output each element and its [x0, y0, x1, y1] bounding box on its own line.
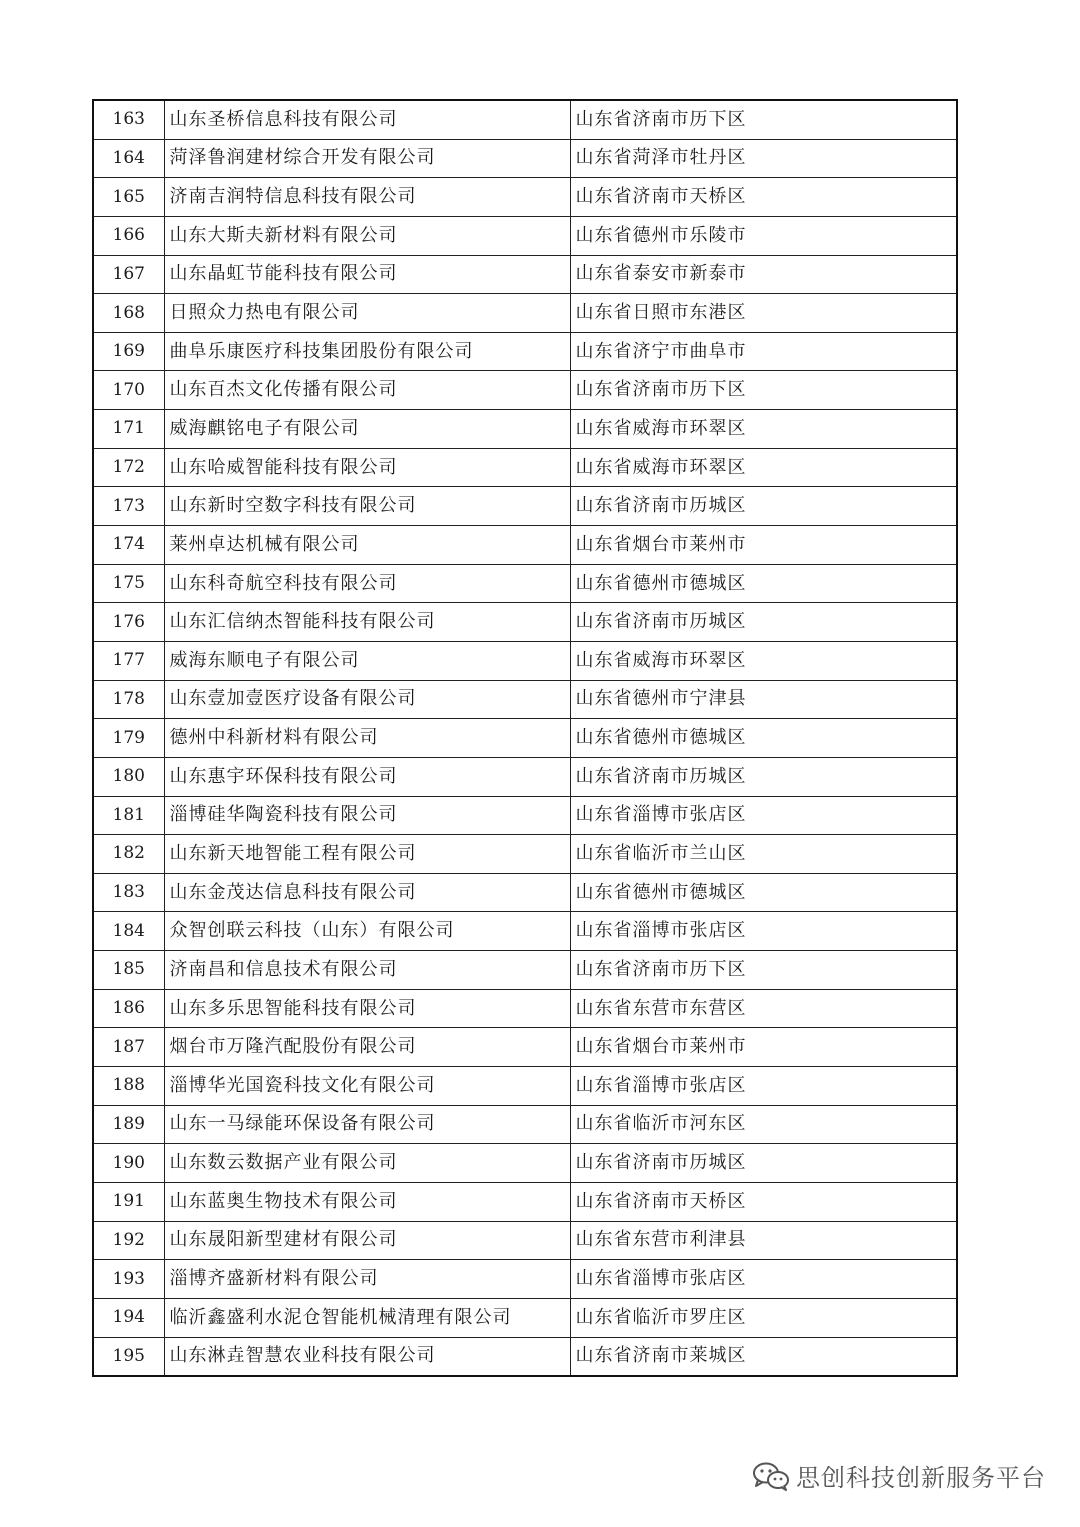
company-location: 山东省淄博市张店区 — [570, 1067, 957, 1106]
table-row — [93, 1105, 957, 1144]
row-number: 174 — [93, 526, 164, 565]
table-row — [93, 1182, 957, 1221]
company-location: 山东省济南市历下区 — [570, 371, 957, 410]
table-row — [93, 757, 957, 796]
table-row — [93, 216, 957, 255]
company-location: 山东省东营市利津县 — [570, 1221, 957, 1260]
company-location: 山东省威海市环翠区 — [570, 448, 957, 487]
company-name: 莱州卓达机械有限公司 — [164, 526, 570, 565]
company-name: 济南吉润特信息科技有限公司 — [164, 178, 570, 217]
company-name: 山东多乐思智能科技有限公司 — [164, 989, 570, 1028]
company-name: 山东圣桥信息科技有限公司 — [164, 100, 570, 139]
company-name: 山东晟阳新型建材有限公司 — [164, 1221, 570, 1260]
company-location: 山东省德州市德城区 — [570, 873, 957, 912]
company-location: 山东省菏泽市牡丹区 — [570, 139, 957, 178]
table-row — [93, 564, 957, 603]
company-name: 菏泽鲁润建材综合开发有限公司 — [164, 139, 570, 178]
table-row — [93, 1298, 957, 1337]
table-row — [93, 912, 957, 951]
company-location: 山东省威海市环翠区 — [570, 410, 957, 449]
company-name: 淄博硅华陶瓷科技有限公司 — [164, 796, 570, 835]
row-number: 195 — [93, 1337, 164, 1376]
company-location: 山东省济南市历城区 — [570, 487, 957, 526]
table-row — [93, 1067, 957, 1106]
company-name: 山东一马绿能环保设备有限公司 — [164, 1105, 570, 1144]
row-number: 175 — [93, 564, 164, 603]
company-name: 淄博齐盛新材料有限公司 — [164, 1260, 570, 1299]
table-row — [93, 835, 957, 874]
company-table — [92, 99, 958, 1377]
row-number: 184 — [93, 912, 164, 951]
table-row — [93, 1260, 957, 1299]
row-number: 176 — [93, 603, 164, 642]
company-location: 山东省烟台市莱州市 — [570, 1028, 957, 1067]
company-name: 烟台市万隆汽配股份有限公司 — [164, 1028, 570, 1067]
company-location: 山东省济宁市曲阜市 — [570, 332, 957, 371]
table-row — [93, 1144, 957, 1183]
table-row — [93, 951, 957, 990]
company-location: 山东省临沂市罗庄区 — [570, 1298, 957, 1337]
company-location: 山东省威海市环翠区 — [570, 641, 957, 680]
row-number: 187 — [93, 1028, 164, 1067]
row-number: 183 — [93, 873, 164, 912]
company-location: 山东省德州市德城区 — [570, 719, 957, 758]
table-row — [93, 294, 957, 333]
company-location: 山东省济南市莱城区 — [570, 1337, 957, 1376]
table-row — [93, 100, 957, 139]
row-number: 177 — [93, 641, 164, 680]
table-row — [93, 719, 957, 758]
company-name: 山东新时空数字科技有限公司 — [164, 487, 570, 526]
table-row — [93, 448, 957, 487]
company-name: 威海东顺电子有限公司 — [164, 641, 570, 680]
company-name: 山东金茂达信息科技有限公司 — [164, 873, 570, 912]
table-row — [93, 487, 957, 526]
company-name: 威海麒铭电子有限公司 — [164, 410, 570, 449]
row-number: 172 — [93, 448, 164, 487]
row-number: 192 — [93, 1221, 164, 1260]
company-name: 山东科奇航空科技有限公司 — [164, 564, 570, 603]
watermark — [752, 1458, 1046, 1493]
table-row — [93, 1337, 957, 1376]
company-name: 山东壹加壹医疗设备有限公司 — [164, 680, 570, 719]
row-number: 165 — [93, 178, 164, 217]
table-row — [93, 410, 957, 449]
row-number: 164 — [93, 139, 164, 178]
company-location: 山东省泰安市新泰市 — [570, 255, 957, 294]
company-location: 山东省济南市天桥区 — [570, 1182, 957, 1221]
table-row — [93, 371, 957, 410]
company-name: 曲阜乐康医疗科技集团股份有限公司 — [164, 332, 570, 371]
row-number: 163 — [93, 100, 164, 139]
row-number: 191 — [93, 1182, 164, 1221]
row-number: 185 — [93, 951, 164, 990]
table-row — [93, 1028, 957, 1067]
row-number: 181 — [93, 796, 164, 835]
company-name: 山东晶虹节能科技有限公司 — [164, 255, 570, 294]
company-name: 山东新天地智能工程有限公司 — [164, 835, 570, 874]
row-number: 171 — [93, 410, 164, 449]
row-number: 173 — [93, 487, 164, 526]
row-number: 178 — [93, 680, 164, 719]
row-number: 182 — [93, 835, 164, 874]
table-row — [93, 526, 957, 565]
company-name: 山东惠宇环保科技有限公司 — [164, 757, 570, 796]
table-row — [93, 680, 957, 719]
company-location: 山东省德州市德城区 — [570, 564, 957, 603]
table-body — [93, 100, 957, 1376]
table-row — [93, 255, 957, 294]
company-name: 众智创联云科技（山东）有限公司 — [164, 912, 570, 951]
company-location: 山东省淄博市张店区 — [570, 912, 957, 951]
company-location: 山东省烟台市莱州市 — [570, 526, 957, 565]
table-row — [93, 873, 957, 912]
table-row — [93, 796, 957, 835]
company-name: 山东大斯夫新材料有限公司 — [164, 216, 570, 255]
table-row — [93, 1221, 957, 1260]
row-number: 189 — [93, 1105, 164, 1144]
company-location: 山东省济南市历城区 — [570, 1144, 957, 1183]
row-number: 166 — [93, 216, 164, 255]
company-location: 山东省德州市宁津县 — [570, 680, 957, 719]
company-location: 山东省济南市历城区 — [570, 603, 957, 642]
company-name: 济南昌和信息技术有限公司 — [164, 951, 570, 990]
company-name: 山东哈威智能科技有限公司 — [164, 448, 570, 487]
table-row — [93, 332, 957, 371]
company-name: 山东汇信纳杰智能科技有限公司 — [164, 603, 570, 642]
company-name: 日照众力热电有限公司 — [164, 294, 570, 333]
company-name: 德州中科新材料有限公司 — [164, 719, 570, 758]
row-number: 194 — [93, 1298, 164, 1337]
company-location: 山东省德州市乐陵市 — [570, 216, 957, 255]
row-number: 179 — [93, 719, 164, 758]
row-number: 180 — [93, 757, 164, 796]
row-number: 188 — [93, 1067, 164, 1106]
row-number: 167 — [93, 255, 164, 294]
company-location: 山东省东营市东营区 — [570, 989, 957, 1028]
company-location: 山东省济南市历下区 — [570, 951, 957, 990]
table-row — [93, 178, 957, 217]
company-name: 山东蓝奥生物技术有限公司 — [164, 1182, 570, 1221]
table-row — [93, 989, 957, 1028]
company-name: 山东百杰文化传播有限公司 — [164, 371, 570, 410]
watermark-text: 思创科技创新服务平台 — [796, 1464, 1046, 1492]
row-number: 190 — [93, 1144, 164, 1183]
row-number: 193 — [93, 1260, 164, 1299]
row-number: 168 — [93, 294, 164, 333]
company-location: 山东省淄博市张店区 — [570, 796, 957, 835]
company-location: 山东省济南市历城区 — [570, 757, 957, 796]
company-name: 山东数云数据产业有限公司 — [164, 1144, 570, 1183]
company-name: 淄博华光国瓷科技文化有限公司 — [164, 1067, 570, 1106]
row-number: 186 — [93, 989, 164, 1028]
company-location: 山东省淄博市张店区 — [570, 1260, 957, 1299]
company-name: 山东淋垚智慧农业科技有限公司 — [164, 1337, 570, 1376]
company-name: 临沂鑫盛利水泥仓智能机械清理有限公司 — [164, 1298, 570, 1337]
row-number: 169 — [93, 332, 164, 371]
company-location: 山东省临沂市河东区 — [570, 1105, 957, 1144]
table-row — [93, 139, 957, 178]
row-number: 170 — [93, 371, 164, 410]
company-location: 山东省济南市历下区 — [570, 100, 957, 139]
table-row — [93, 641, 957, 680]
company-location: 山东省日照市东港区 — [570, 294, 957, 333]
company-location: 山东省临沂市兰山区 — [570, 835, 957, 874]
wechat-icon — [752, 1461, 790, 1491]
company-location: 山东省济南市天桥区 — [570, 178, 957, 217]
table-row — [93, 603, 957, 642]
